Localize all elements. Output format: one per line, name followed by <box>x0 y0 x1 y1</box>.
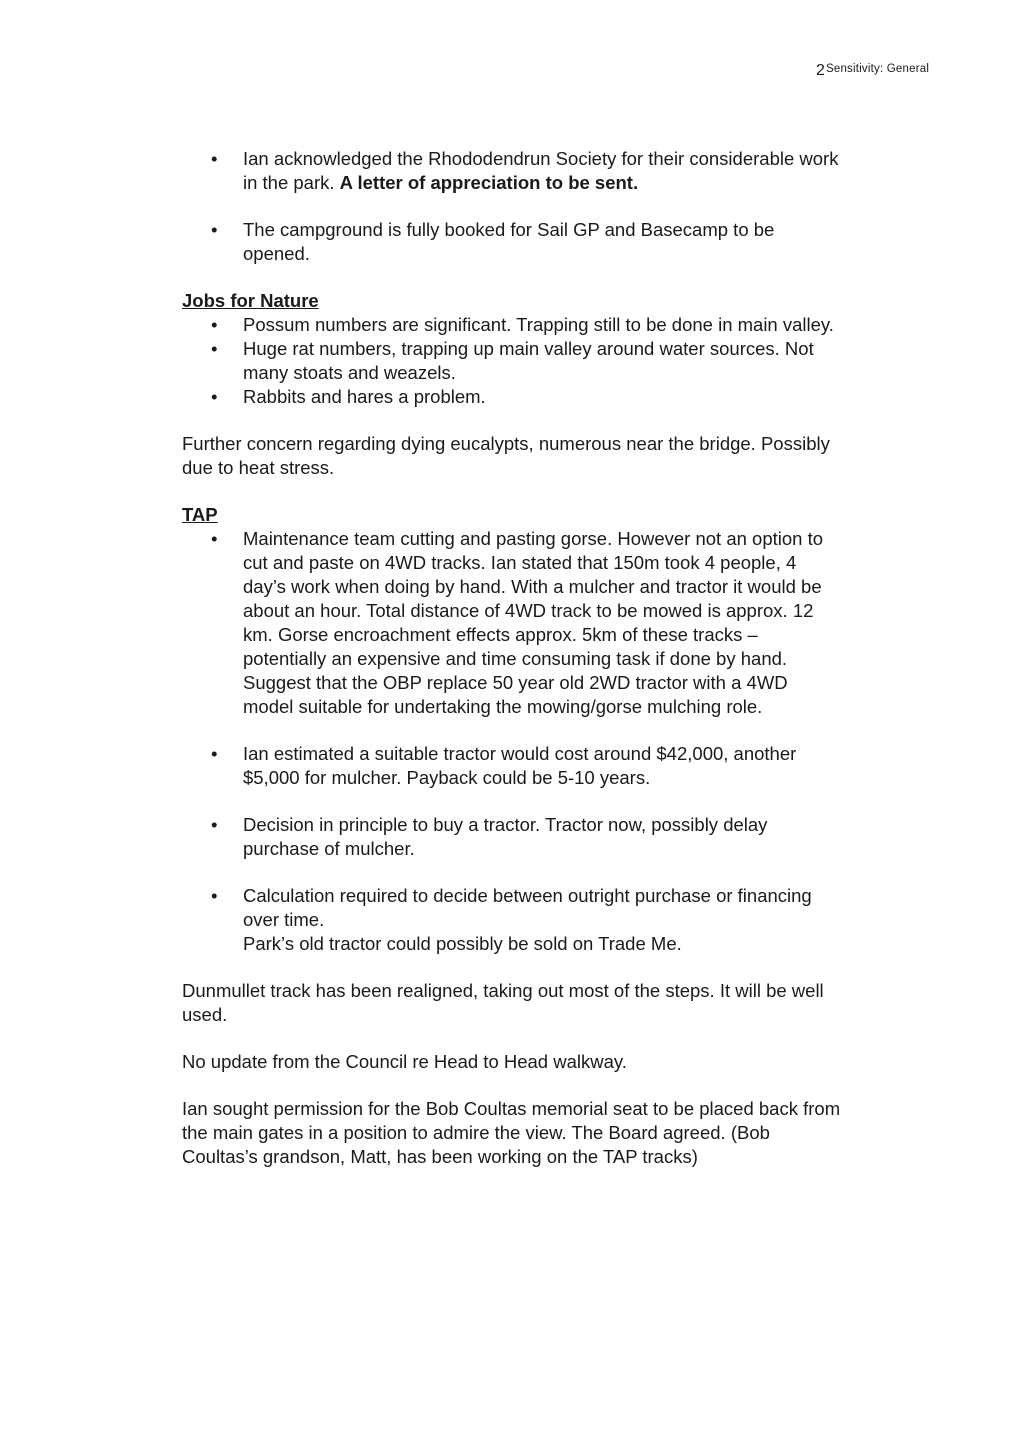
list-item <box>182 337 842 385</box>
bullet-icon: • <box>211 219 218 240</box>
action-note: A letter of appreciation to be sent. <box>339 172 639 193</box>
jobs-for-nature-list <box>182 313 842 409</box>
list-item <box>182 147 842 195</box>
list-item-text: Ian acknowledged the Rhododendrun Society for their considerable work in the park. <box>243 148 839 193</box>
section-heading-tap: TAP <box>182 504 218 525</box>
list-item <box>182 742 842 790</box>
memorial-seat-paragraph: Ian sought permission for the Bob Coultas memorial seat to be placed back from the main gates in a position to admire the view. The Board agreed. (Bob Coultas’s grandson, Matt, has been working on the TAP tracks) <box>182 1098 841 1167</box>
list-item-text: Huge rat numbers, trapping up main valley around water sources. Not many stoats and weazels. <box>243 338 814 383</box>
bullet-icon: • <box>211 528 218 549</box>
list-item-text: Ian estimated a suitable tractor would cost around $42,000, another $5,000 for mulcher. Payback could be 5-10 years. <box>243 743 797 788</box>
tap-list <box>182 527 842 956</box>
list-item-text: Decision in principle to buy a tractor. Tractor now, possibly delay purchase of mulcher. <box>243 814 768 859</box>
list-item <box>182 884 842 956</box>
list-item-text: Calculation required to decide between outright purchase or financing over time. <box>243 885 812 930</box>
list-item <box>182 313 842 337</box>
bullet-icon: • <box>211 338 218 359</box>
list-item <box>182 527 842 719</box>
list-item <box>182 218 842 266</box>
document-body <box>182 147 842 1192</box>
section-heading-jobs-for-nature: Jobs for Nature <box>182 290 319 311</box>
sensitivity-label: Sensitivity: General <box>826 63 930 75</box>
dunmullet-paragraph: Dunmullet track has been realigned, taking out most of the steps. It will be well used. <box>182 980 824 1025</box>
bullet-icon: • <box>211 885 218 906</box>
page-number: 2 <box>816 62 825 79</box>
intro-bullet-list <box>182 147 842 266</box>
list-item-text: The campground is fully booked for Sail GP and Basecamp to be opened. <box>243 219 775 264</box>
bullet-icon: • <box>211 386 218 407</box>
council-paragraph: No update from the Council re Head to Head walkway. <box>182 1051 627 1072</box>
eucalypt-paragraph: Further concern regarding dying eucalypts, numerous near the bridge. Possibly due to heat stress. <box>182 433 830 478</box>
bullet-icon: • <box>211 743 218 764</box>
bullet-icon: • <box>211 814 218 835</box>
list-item-text: Rabbits and hares a problem. <box>243 386 486 407</box>
list-item <box>182 813 842 861</box>
bullet-icon: • <box>211 314 218 335</box>
list-item-text: Maintenance team cutting and pasting gorse. However not an option to cut and paste on 4WD tracks. Ian stated that 150m took 4 people, 4 day’s work when doing by hand. With a mulcher and tractor it would be about an hour. Total distance of 4WD track to be mowed is approx. 12 km. Gorse encroachment effects approx. 5km of these tracks – potentially an expensive and time consuming task if done by hand. Suggest that the OBP replace 50 year old 2WD tractor with a 4WD model suitable for undertaking the mowing/gorse mulching role. <box>243 528 824 717</box>
list-item-text: Possum numbers are significant. Trapping still to be done in main valley. <box>243 314 834 335</box>
list-item <box>182 385 842 409</box>
bullet-icon: • <box>211 148 218 169</box>
list-item-text: Park’s old tractor could possibly be sold on Trade Me. <box>243 933 682 954</box>
